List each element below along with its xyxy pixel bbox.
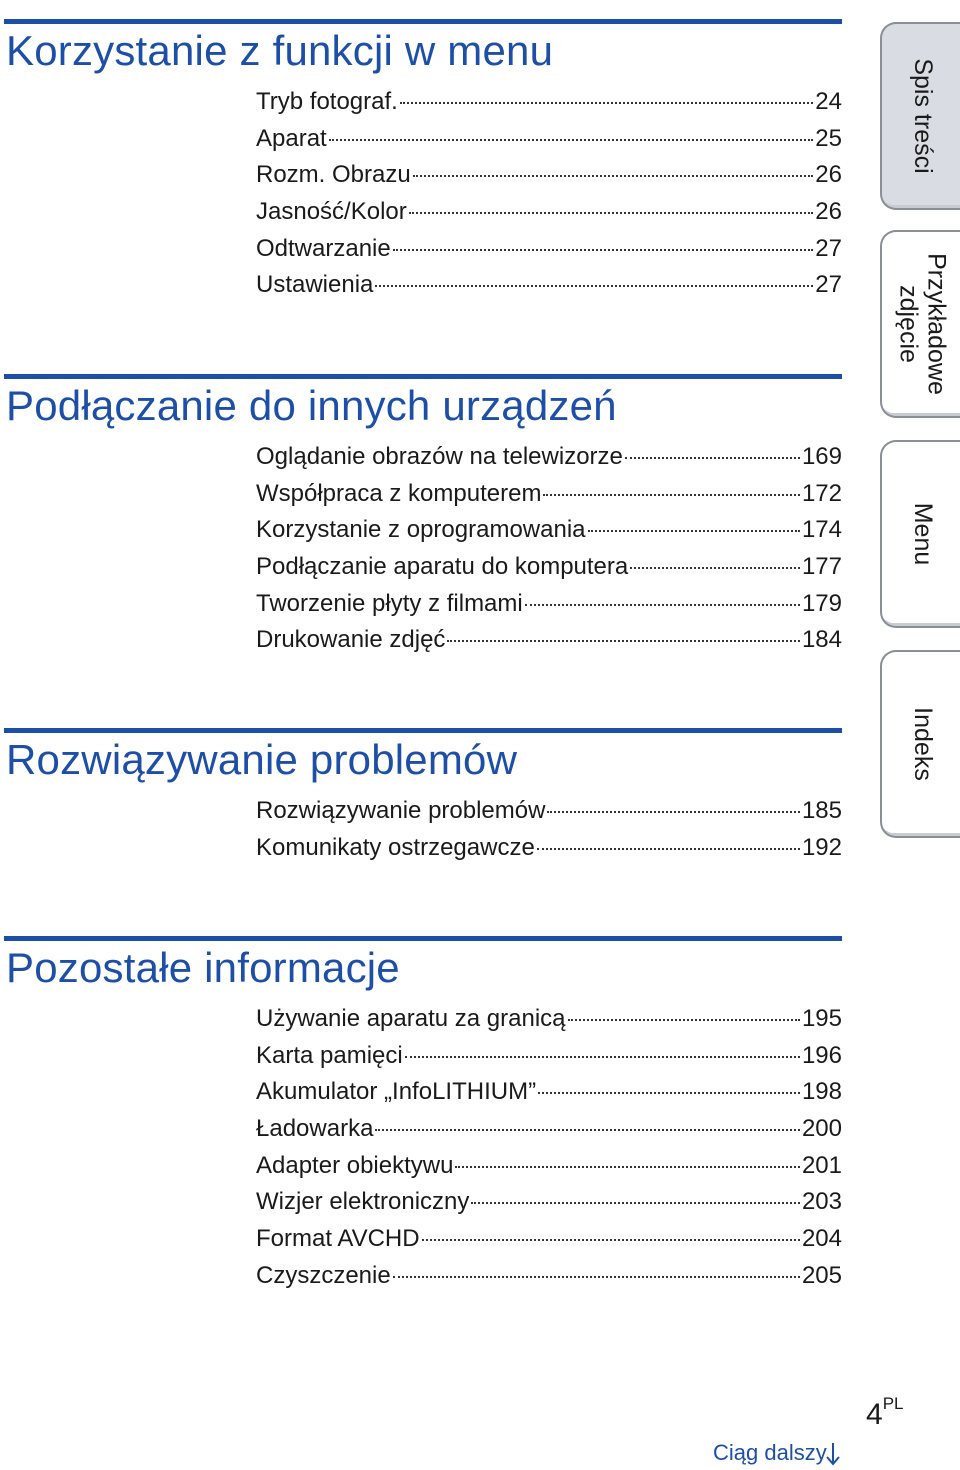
toc-entry[interactable] [256,161,842,198]
toc-label: Używanie aparatu za granicą [256,1005,566,1032]
toc-list [256,797,842,870]
toc-page-number: 205 [801,1261,842,1289]
leader-dots [537,848,800,850]
toc-label: Jasność/Kolor [256,198,407,226]
toc-entry[interactable] [256,1152,842,1189]
leader-dots [329,139,814,141]
leader-dots [525,604,800,606]
toc-page-number: 174 [801,516,842,544]
toc-label: Ustawienia [256,271,374,299]
toc-label: Drukowanie zdjęć [256,626,446,654]
toc-entry[interactable] [256,1225,842,1262]
section-title: Korzystanie z funkcji w menu [6,27,554,74]
tab-label: Indeks [908,707,937,781]
toc-page-number: 196 [801,1041,842,1069]
leader-dots [405,1056,800,1058]
toc-page-number: 200 [801,1115,842,1143]
section-title: Podłączanie do innych urządzeń [6,382,617,429]
toc-label: Komunikaty ostrzegawcze [256,833,535,861]
toc-page-number: 26 [815,161,842,189]
tab-index[interactable] [880,650,960,838]
tab-label: Spis treści [908,58,937,174]
toc-page-number: 192 [801,833,842,861]
toc-page-number: 184 [801,626,842,654]
leader-dots [625,457,800,459]
leader-dots [455,1166,800,1168]
arrow-down-icon [826,1442,840,1466]
toc-entry[interactable] [256,516,842,553]
toc-label: Aparat [256,124,327,152]
leader-dots [375,1129,800,1131]
leader-dots [375,285,813,287]
tab-label: Menu [908,502,937,566]
page-language-suffix: PL [882,1394,904,1413]
toc-entry[interactable] [256,797,842,834]
toc-page-number: 25 [815,124,842,152]
toc-page-number: 185 [801,797,842,824]
leader-dots [422,1239,800,1241]
toc-entry[interactable] [256,626,842,663]
toc-page-number: 195 [801,1005,842,1032]
toc-entry[interactable] [256,553,842,590]
section-title: Pozostałe informacje [6,944,400,991]
tab-label-line: Przykładowe [922,253,951,395]
leader-dots [447,640,800,642]
toc-label: Współpraca z komputerem [256,479,542,507]
toc-entry[interactable] [256,1262,842,1299]
leader-dots [543,494,800,496]
tab-menu[interactable] [880,440,960,628]
leader-dots [588,530,800,532]
toc-label: Rozm. Obrazu [256,161,411,189]
toc-entry[interactable] [256,1078,842,1115]
tab-label [895,253,950,395]
toc-label: Tworzenie płyty z filmami [256,589,523,617]
toc-label: Wizjer elektroniczny [256,1188,470,1216]
toc-page-number: 204 [801,1225,842,1253]
leader-dots [413,175,814,177]
toc-label: Czyszczenie [256,1261,391,1289]
toc-page-number: 169 [801,443,842,470]
toc-page-number: 179 [801,589,842,617]
toc-label: Korzystanie z oprogramowania [256,516,586,544]
leader-dots [409,212,814,214]
toc-list [256,443,842,663]
toc-label: Format AVCHD [256,1225,420,1253]
toc-list [256,1005,842,1299]
toc-page-number: 27 [815,271,842,299]
toc-page-number: 26 [815,198,842,226]
leader-dots [471,1202,800,1204]
toc-entry[interactable] [256,834,842,871]
leader-dots [393,249,814,251]
page-number [866,1394,904,1432]
section-rule [4,374,842,379]
section-rule [4,19,842,24]
toc-label: Rozwiązywanie problemów [256,797,546,824]
section-rule [4,936,842,941]
toc-entry[interactable] [256,1115,842,1152]
toc-label: Podłączanie aparatu do komputera [256,553,629,581]
toc-page-number: 201 [801,1151,842,1179]
toc-label: Oglądanie obrazów na telewizorze [256,443,623,470]
toc-entry[interactable] [256,1188,842,1225]
tab-contents[interactable] [880,22,960,210]
page-number-value: 4 [866,1398,883,1431]
toc-label: Ładowarka [256,1115,374,1143]
toc-label: Odtwarzanie [256,234,391,262]
leader-dots [393,1276,800,1278]
toc-entry[interactable] [256,590,842,627]
toc-label: Akumulator „InfoLITHIUM” [256,1078,537,1106]
leader-dots [400,102,813,104]
toc-entry[interactable] [256,1042,842,1079]
toc-page-number: 24 [815,88,842,115]
toc-label: Tryb fotograf. [256,88,398,115]
tab-label-line: zdjęcie [895,285,923,363]
tab-sample-photo[interactable] [880,230,960,418]
toc-entry[interactable] [256,271,842,308]
toc-page-number: 177 [801,553,842,581]
toc-entry[interactable] [256,198,842,235]
leader-dots [547,811,800,813]
continued-link[interactable]: Ciąg dalszy [713,1440,827,1465]
leader-dots [630,567,800,569]
toc-page-number: 27 [815,234,842,262]
toc-entry[interactable] [256,443,842,480]
toc-list [256,88,842,308]
leader-dots [538,1092,800,1094]
toc-page-number: 203 [801,1188,842,1216]
toc-page-number: 172 [801,479,842,507]
section-title: Rozwiązywanie problemów [6,736,518,783]
toc-label: Adapter obiektywu [256,1151,454,1179]
toc-entry[interactable] [256,88,842,125]
leader-dots [568,1019,800,1021]
toc-entry[interactable] [256,125,842,162]
toc-page-number: 198 [801,1078,842,1106]
toc-entry[interactable] [256,1005,842,1042]
toc-label: Karta pamięci [256,1041,403,1069]
toc-entry[interactable] [256,480,842,517]
section-rule [4,728,842,733]
toc-entry[interactable] [256,235,842,272]
